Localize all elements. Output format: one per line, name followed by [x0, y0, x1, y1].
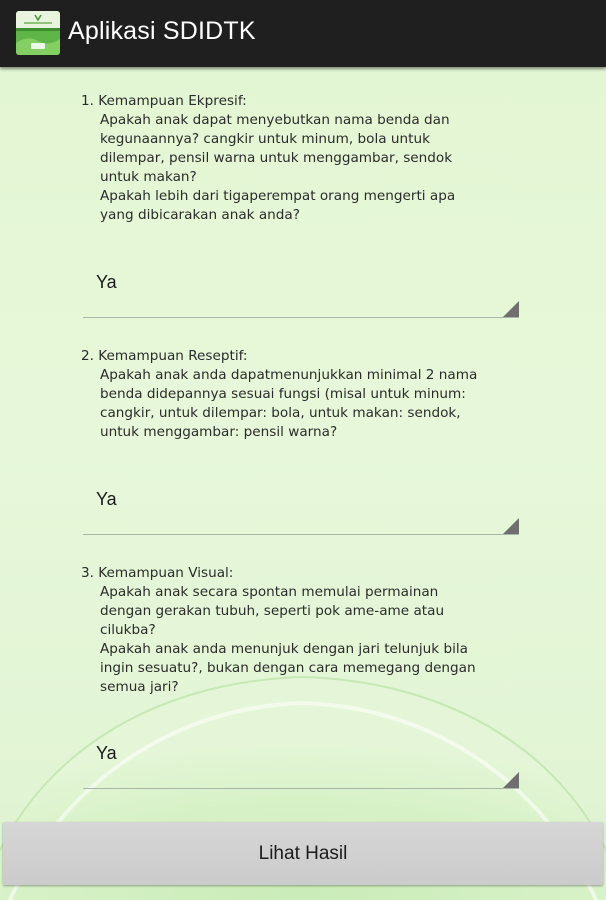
question-2-title: 2. Kemampuan Reseptif:: [81, 348, 248, 364]
question-3: [81, 564, 521, 697]
question-2-line: cangkir, untuk dilempar: bola, untuk makan: sendok,: [100, 405, 461, 421]
question-1-text: [100, 111, 521, 225]
question-3-answer-value: Ya: [96, 743, 117, 763]
spinner-underline: [83, 317, 519, 318]
question-3-line: Apakah anak secara spontan memulai permainan: [100, 584, 439, 600]
question-3-line: cilukba?: [100, 622, 156, 638]
dropdown-arrow-icon: [503, 518, 519, 534]
question-2-text: [100, 366, 521, 442]
question-2-line: benda didepannya sesuai fungsi (misal untuk minum:: [100, 386, 466, 402]
question-2-answer-value: Ya: [96, 489, 117, 509]
question-3-line: dengan gerakan tubuh, seperti pok ame-ame atau: [100, 603, 445, 619]
dropdown-arrow-icon: [503, 301, 519, 317]
question-2-line: Apakah anak anda dapatmenunjukkan minimal 2 nama: [100, 367, 478, 383]
question-1-answer-value: Ya: [96, 272, 117, 292]
question-3-line: ingin sesuatu?, bukan dengan cara memegang dengan: [100, 660, 476, 676]
action-bar: [0, 0, 606, 67]
question-2-answer-spinner[interactable]: [83, 479, 519, 535]
app-logo-icon[interactable]: [16, 11, 60, 55]
spinner-underline: [83, 534, 519, 535]
question-1-title: 1. Kemampuan Ekpresif:: [81, 93, 247, 109]
question-1-line: yang dibicarakan anak anda?: [100, 207, 300, 223]
spinner-underline: [83, 788, 519, 789]
view-results-button[interactable]: Lihat Hasil: [3, 822, 603, 885]
app-title: Aplikasi SDIDTK: [68, 17, 256, 45]
dropdown-arrow-icon: [503, 772, 519, 788]
questionnaire-screen: [0, 67, 606, 900]
question-1: [81, 92, 521, 225]
question-3-line: Apakah anak anda menunjuk dengan jari telunjuk bila: [100, 641, 468, 657]
question-1-line: Apakah lebih dari tigaperempat orang mengerti apa: [100, 188, 456, 204]
question-3-line: semua jari?: [100, 679, 179, 695]
question-1-line: Apakah anak dapat menyebutkan nama benda dan: [100, 112, 450, 128]
question-3-title: 3. Kemampuan Visual:: [81, 565, 234, 581]
question-1-line: kegunaannya? cangkir untuk minum, bola untuk: [100, 131, 430, 147]
question-2-line: untuk menggambar: pensil warna?: [100, 424, 338, 440]
question-3-text: [100, 583, 521, 697]
question-1-answer-spinner[interactable]: [83, 262, 519, 318]
question-3-answer-spinner[interactable]: [83, 733, 519, 789]
question-2: [81, 347, 521, 442]
question-1-line: dilempar, pensil warna untuk menggambar, sendok: [100, 150, 453, 166]
question-1-line: untuk makan?: [100, 169, 197, 185]
